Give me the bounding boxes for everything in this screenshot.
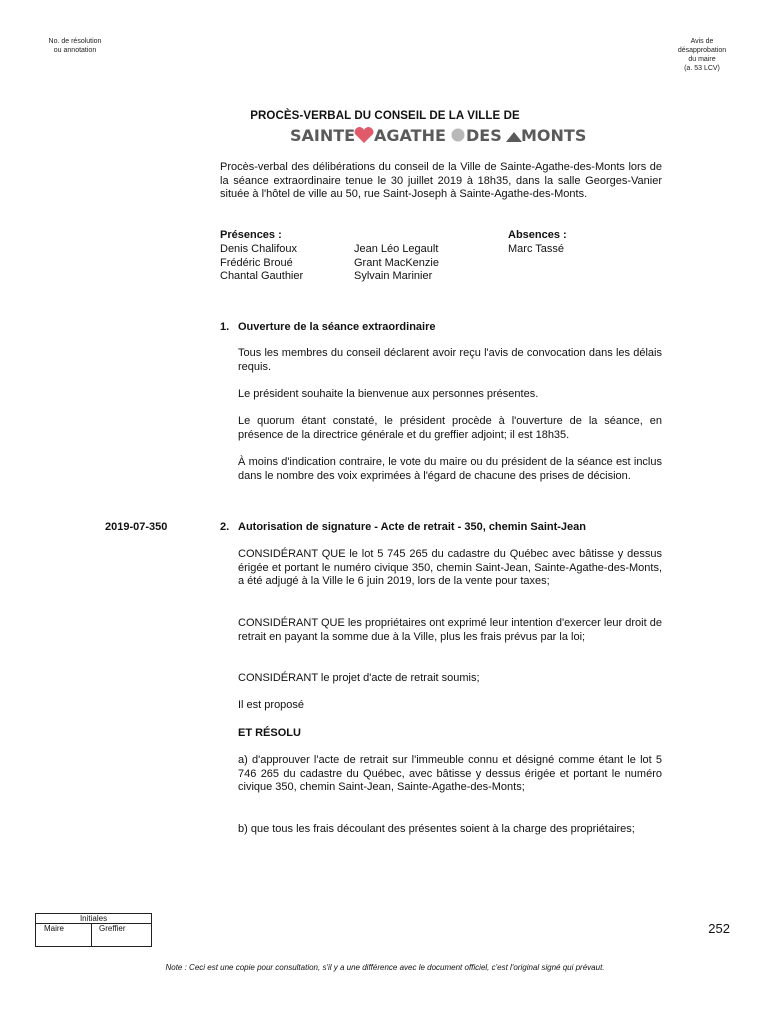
resolution-number: 2019-07-350 — [105, 521, 168, 533]
section-number: 1. — [220, 321, 230, 333]
presences-label: Présences : — [220, 229, 282, 241]
section-paragraph: Le quorum étant constaté, le président procède à l'ouverture de la séance, en présence de la directrice générale et du greffier adjoint; il est 18h35. — [238, 415, 662, 441]
considerant-paragraph: CONSIDÉRANT le projet d'acte de retrait soumis; — [238, 672, 480, 684]
city-logo — [270, 123, 610, 147]
logo-word: AGATHE — [374, 126, 446, 145]
member-name: Grant MacKenzie — [354, 256, 439, 269]
section-title: Autorisation de signature - Acte de retrait - 350, chemin Saint-Jean — [238, 521, 587, 533]
member-name: Frédéric Broué — [220, 256, 293, 269]
section-paragraph: Tous les membres du conseil déclarent avoir reçu l'avis de convocation dans les délais requis. — [238, 347, 662, 373]
presences-column-2 — [354, 243, 439, 284]
margin-label-line: (a. 53 LCV) — [684, 65, 720, 72]
section-title: Ouverture de la séance extraordinaire — [238, 321, 436, 333]
resolved-heading: ET RÉSOLU — [238, 727, 301, 739]
margin-label-line: ou annotation — [53, 47, 97, 54]
section-number: 2. — [220, 521, 230, 533]
proposed-line: Il est proposé — [238, 699, 305, 711]
document-title: PROCÈS-VERBAL DU CONSEIL DE LA VILLE DE — [250, 110, 520, 122]
considerant-paragraph: CONSIDÉRANT QUE les propriétaires ont exprimé leur intention d'exercer leur droit de retrait en payant la somme due à la Ville, plus les frais prévus par la loi; — [238, 617, 662, 643]
member-name: Jean Léo Legault — [354, 243, 439, 255]
section-paragraph: Le président souhaite la bienvenue aux personnes présentes. — [238, 388, 539, 400]
margin-label-line: No. de résolution — [48, 38, 102, 45]
disapproval-margin-label — [660, 37, 744, 73]
considerant-paragraph: CONSIDÉRANT QUE le lot 5 745 265 du cadastre du Québec avec bâtisse y dessus érigée et portant le numéro civique 350, chemin Saint-Jean, Sainte-Agathe-des-Monts, a été adjugé à la Ville le 6 juin 2019, lors de la vente pour taxes; — [238, 548, 662, 588]
resolution-item: b) que tous les frais découlant des présentes soient à la charge des propriétaires; — [238, 823, 635, 835]
resolution-item: a) d'approuver l'acte de retrait sur l'immeuble connu et désigné comme étant le lot 5 746 265 du cadastre du Québec, avec bâtisse y dessus érigée et portant le numéro civique 350, chemin Saint-Jean, Sainte-Agathe-des-Monts; — [238, 754, 662, 794]
dot-icon — [452, 129, 465, 142]
mountain-icon — [506, 132, 522, 142]
initials-box — [35, 913, 152, 947]
absent-member-name: Marc Tassé — [508, 243, 565, 255]
intro-paragraph: Procès-verbal des délibérations du conseil de la Ville de Sainte-Agathe-des-Monts lors de la séance extraordinaire tenue le 30 juillet 2019 à 18h35, dans la salle Georges-Vanier située à l'hôtel de ville au 50, rue Saint-Joseph à Sainte-Agathe-des-Monts. — [220, 161, 662, 201]
member-name: Sylvain Marinier — [354, 270, 433, 283]
logo-word: DES — [466, 126, 502, 145]
footer-note: Note : Ceci est une copie pour consultation, s'il y a une différence avec le document officiel, c'est l'original signé qui prévaut. — [165, 963, 605, 972]
margin-label-line: désapprobation — [677, 47, 727, 54]
heart-icon — [355, 127, 374, 143]
presences-column-1 — [220, 243, 303, 284]
logo-word: MONTS — [521, 126, 587, 145]
logo-word: SAINTE — [290, 126, 356, 145]
margin-label-line: Avis de — [690, 38, 714, 45]
absences-label: Absences : — [508, 229, 567, 241]
clerk-initials-cell: Greffier — [99, 924, 126, 933]
mayor-initials-cell: Maire — [36, 924, 92, 946]
member-name: Chantal Gauthier — [220, 270, 304, 283]
page-number: 252 — [708, 921, 730, 936]
initials-caption: Initiales — [36, 914, 151, 924]
member-name: Denis Chalifoux — [220, 243, 298, 255]
section-paragraph: À moins d'indication contraire, le vote du maire ou du président de la séance est inclus dans le nombre des voix exprimées à l'égard de chacune des prises de décision. — [238, 456, 662, 482]
resolution-margin-label — [30, 37, 120, 55]
margin-label-line: du maire — [688, 56, 716, 63]
